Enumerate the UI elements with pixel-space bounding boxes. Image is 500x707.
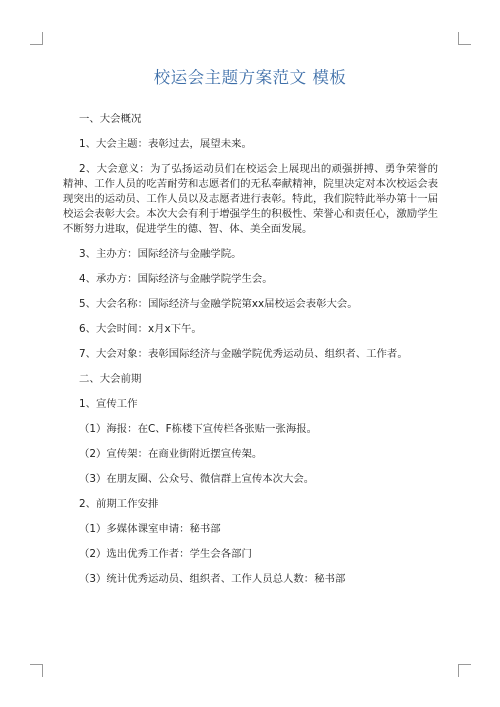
list-item-poster: （1）海报：在C、F栋楼下宣传栏各张贴一张海报。 [79,423,318,435]
list-item-count: （3）统计优秀运动员、组织者、工作人员总人数：秘书部 [79,573,346,585]
section-heading-preparation: 二、大会前期 [79,373,142,385]
document-body [63,112,438,597]
paragraph-time: 6、大会时间：x月x下午。 [79,323,202,335]
list-item-social-media: （3）在朋友圈、公众号、微信群上宣传本次大会。 [79,473,315,485]
document-title: 校运会主题方案范文 模板 [153,68,347,87]
crop-mark-bottom-left [30,664,43,677]
paragraph-organizer: 3、主办方：国际经济与金融学院。 [79,248,242,260]
subheading-publicity: 1、宣传工作 [79,398,138,410]
paragraph-significance: 2、大会意义：为了弘扬运动员们在校运会上展现出的顽强拼搏、勇争荣誉的精神、工作人员的吃苦耐劳和志愿者们的无私奉献精神，院里决定对本次校运会表现突出的运动员、工作人员以及志愿者进行表彰。特此，我们院特此举办第十一届校运会表彰大会。本次大会有利于增强学生的积极性、荣誉心和责任心，激励学生不断努力进取，促进学生的德、智、体、美全面发展。 [63,163,438,235]
section-heading-overview: 一、大会概况 [79,113,142,125]
subheading-early-work: 2、前期工作安排 [79,498,159,510]
paragraph-host: 4、承办方：国际经济与金融学院学生会。 [79,273,273,285]
list-item-select-workers: （2）选出优秀工作者：学生会各部门 [79,548,252,560]
paragraph-name: 5、大会名称：国际经济与金融学院第xx届校运会表彰大会。 [79,298,358,310]
paragraph-theme: 1、大会主题：表彰过去，展望未来。 [79,138,252,150]
list-item-classroom: （1）多媒体课室申请：秘书部 [79,523,221,535]
crop-mark-top-right [458,32,471,45]
paragraph-audience: 7、大会对象：表彰国际经济与金融学院优秀运动员、组织者、工作者。 [79,348,408,360]
crop-mark-bottom-right [458,664,471,677]
crop-mark-top-left [30,32,43,45]
list-item-display-stand: （2）宣传架：在商业街附近摆宣传架。 [79,448,263,460]
